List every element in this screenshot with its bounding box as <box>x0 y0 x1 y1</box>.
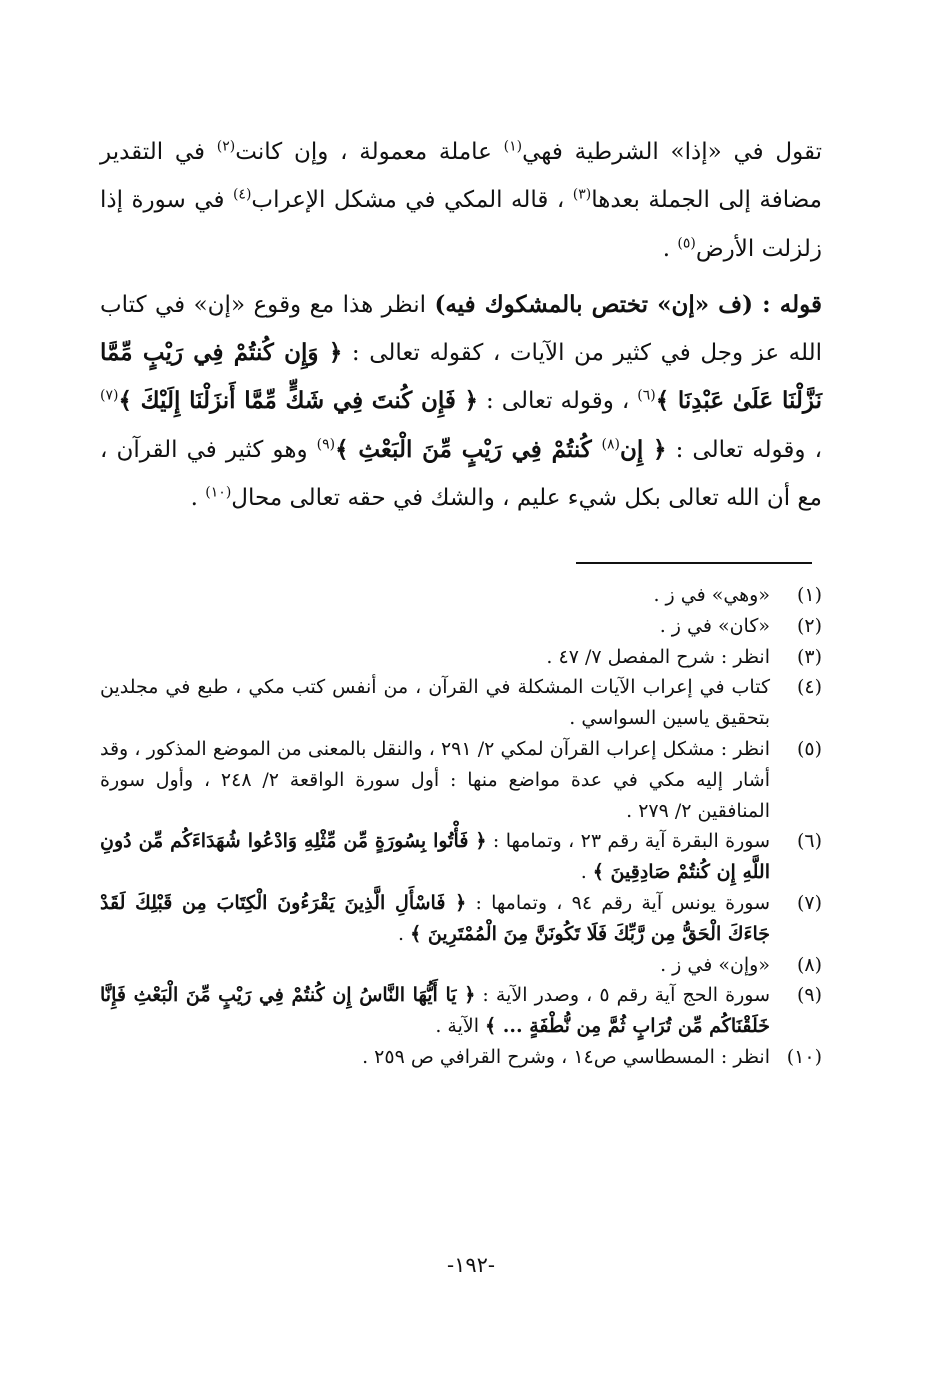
paragraph <box>100 281 822 522</box>
footnote-number: (٣) <box>796 645 822 668</box>
text-run: . <box>662 235 678 262</box>
footnote <box>100 580 822 611</box>
footnote-text <box>100 1042 770 1073</box>
footnote-number: (٦) <box>796 830 822 853</box>
text-run: انظر : المسطاسي ص١٤ ، وشرح القرافي ص ٢٥٩ . <box>362 1045 770 1068</box>
bold-text: قوله : (ف «إن» تختص بالمشكوك فيه) <box>434 290 823 318</box>
text-run: تقول في «إذا» الشرطية فهي <box>522 139 822 165</box>
footnote-separator <box>576 562 812 564</box>
footnote-text <box>100 888 770 950</box>
paragraph <box>100 128 822 273</box>
quran-quote: ﴿ فَاسْأَلِ الَّذِينَ يَقْرَءُونَ الْكِتَابَ مِن قَبْلِكَ لَقَدْ جَاءَكَ الْحَقُّ مِن رَّبِّكَ فَلَا تَكُونَنَّ مِنَ الْمُمْتَرِينَ ﴾ <box>100 891 770 945</box>
quran-quote: كُنتُمْ فِي رَيْبٍ مِّنَ الْبَعْثِ ﴾ <box>335 435 602 463</box>
footnote <box>100 826 822 888</box>
footnote-number: (٧) <box>796 891 822 914</box>
quran-quote: ﴿ إِن <box>619 435 667 463</box>
text-run: سورة البقرة آية رقم ٢٣ ، وتمامها : <box>486 830 770 853</box>
footnote-number: (٢) <box>796 614 822 637</box>
footnote-marker: (٢) <box>216 138 236 155</box>
text-run: . <box>580 861 593 884</box>
text-run: انظر : شرح المفصل ٧/ ٤٧ . <box>546 645 770 668</box>
text-run: ، وقوله تعالى : <box>666 436 823 463</box>
main-text <box>100 128 822 522</box>
text-run: الآية . <box>435 1015 486 1038</box>
footnote-text <box>100 672 770 734</box>
footnote-number: (١٠) <box>786 1045 822 1068</box>
footnote-marker: (٣) <box>572 186 592 203</box>
footnote <box>100 888 822 950</box>
footnote <box>100 734 822 826</box>
text-run: سورة يونس آية رقم ٩٤ ، وتمامها : <box>466 891 770 914</box>
footnote-marker: (٥) <box>677 234 696 251</box>
footnote-text <box>100 611 770 642</box>
footnote-number: (١) <box>796 584 822 606</box>
footnote-text <box>100 580 770 611</box>
footnote <box>100 611 822 642</box>
footnote-number: (٩) <box>796 984 822 1007</box>
footnote <box>100 980 822 1042</box>
footnote-number: (٤) <box>796 676 822 699</box>
footnote <box>100 672 822 734</box>
footnote-number: (٨) <box>796 953 822 976</box>
quran-quote: ﴿ وَإِن كُنتُمْ فِي رَيْبٍ مِّمَّا نَزَّلْنَا عَلَىٰ عَبْدِنَا ﴾ <box>100 339 823 415</box>
text-run: «وهي» في ز . <box>653 584 770 606</box>
footnote-marker: (٤) <box>232 186 252 203</box>
text-run: كتاب في إعراب الآيات المشكلة في القرآن ، من أنفس كتب مكي ، طبع في مجلدين بتحقيق ياسين السواسي . <box>100 676 770 730</box>
quran-quote: ﴿ يَا أَيُّهَا النَّاسُ إِن كُنتُمْ فِي رَيْبٍ مِّنَ الْبَعْثِ فَإِنَّا خَلَقْنَاكُم مِّن تُرَابٍ ثُمَّ مِن نُّطْفَةٍ ... ﴾ <box>100 984 770 1038</box>
footnote <box>100 1042 822 1073</box>
page-number: -١٩٢- <box>446 1253 496 1277</box>
text-run: . <box>398 922 411 945</box>
text-run: ، قاله المكي في مشكل الإعراب <box>251 187 573 214</box>
footnote-marker: (٨) <box>601 436 620 453</box>
text-run: سورة الحج آية رقم ٥ ، وصدر الآية : <box>475 984 770 1007</box>
footnote-number: (٥) <box>796 737 822 760</box>
footnote-marker: (٧) <box>100 387 119 404</box>
footnote <box>100 642 822 673</box>
footnotes <box>100 580 822 1073</box>
footnote <box>100 950 822 981</box>
footnote-text <box>100 950 770 981</box>
text-run: عاملة معمولة ، وإن كانت <box>235 139 504 165</box>
text-run: «وإن» في ز . <box>660 953 770 976</box>
quran-quote: ﴿ فَأْتُوا بِسُورَةٍ مِّن مِّثْلِهِ وَادْعُوا شُهَدَاءَكُم مِّن دُونِ اللَّهِ إِن كُنتُمْ صَادِقِينَ ﴾ <box>100 830 770 884</box>
footnote-text <box>100 826 770 888</box>
quran-quote: ﴿ فَإِن كُنتَ فِي شَكٍّ مِّمَّا أَنزَلْنَا إِلَيْكَ ﴾ <box>118 387 479 415</box>
text-run: ، وقوله تعالى : <box>478 388 638 415</box>
footnote-marker: (١٠) <box>205 484 232 501</box>
text-run: انظر : مشكل إعراب القرآن لمكي ٢/ ٢٩١ ، والنقل بالمعنى من الموضع المذكور ، وقد أشار إليه مكي في عدة مواضع منها : أول سورة الواقعة ٢/ ٢٤٨ ، وأول سورة المنافقين ٢/ ٢٧٩ . <box>100 737 770 822</box>
footnote-text <box>100 734 770 826</box>
text-run: «كان» في ز . <box>659 614 770 637</box>
footnote-marker: (١) <box>503 138 523 155</box>
text-run: . <box>190 485 206 512</box>
footnote-marker: (٩) <box>316 436 336 453</box>
footnote-marker: (٦) <box>637 387 656 404</box>
text-run: في التقدير مضافة إلى الجملة بعدها <box>100 139 823 214</box>
text-run: وهو كثير في القرآن ، مع أن الله تعالى بكل شيء عليم ، والشك في حقه تعالى محال <box>100 436 822 512</box>
footnote-text <box>100 642 770 673</box>
text-run: في سورة إذا زلزلت الأرض <box>100 187 822 262</box>
text-run: انظر هذا مع وقوع «إن» في كتاب الله عز وجل في كثير من الآيات ، كقوله تعالى : <box>100 291 823 367</box>
footnote-text <box>100 980 770 1042</box>
